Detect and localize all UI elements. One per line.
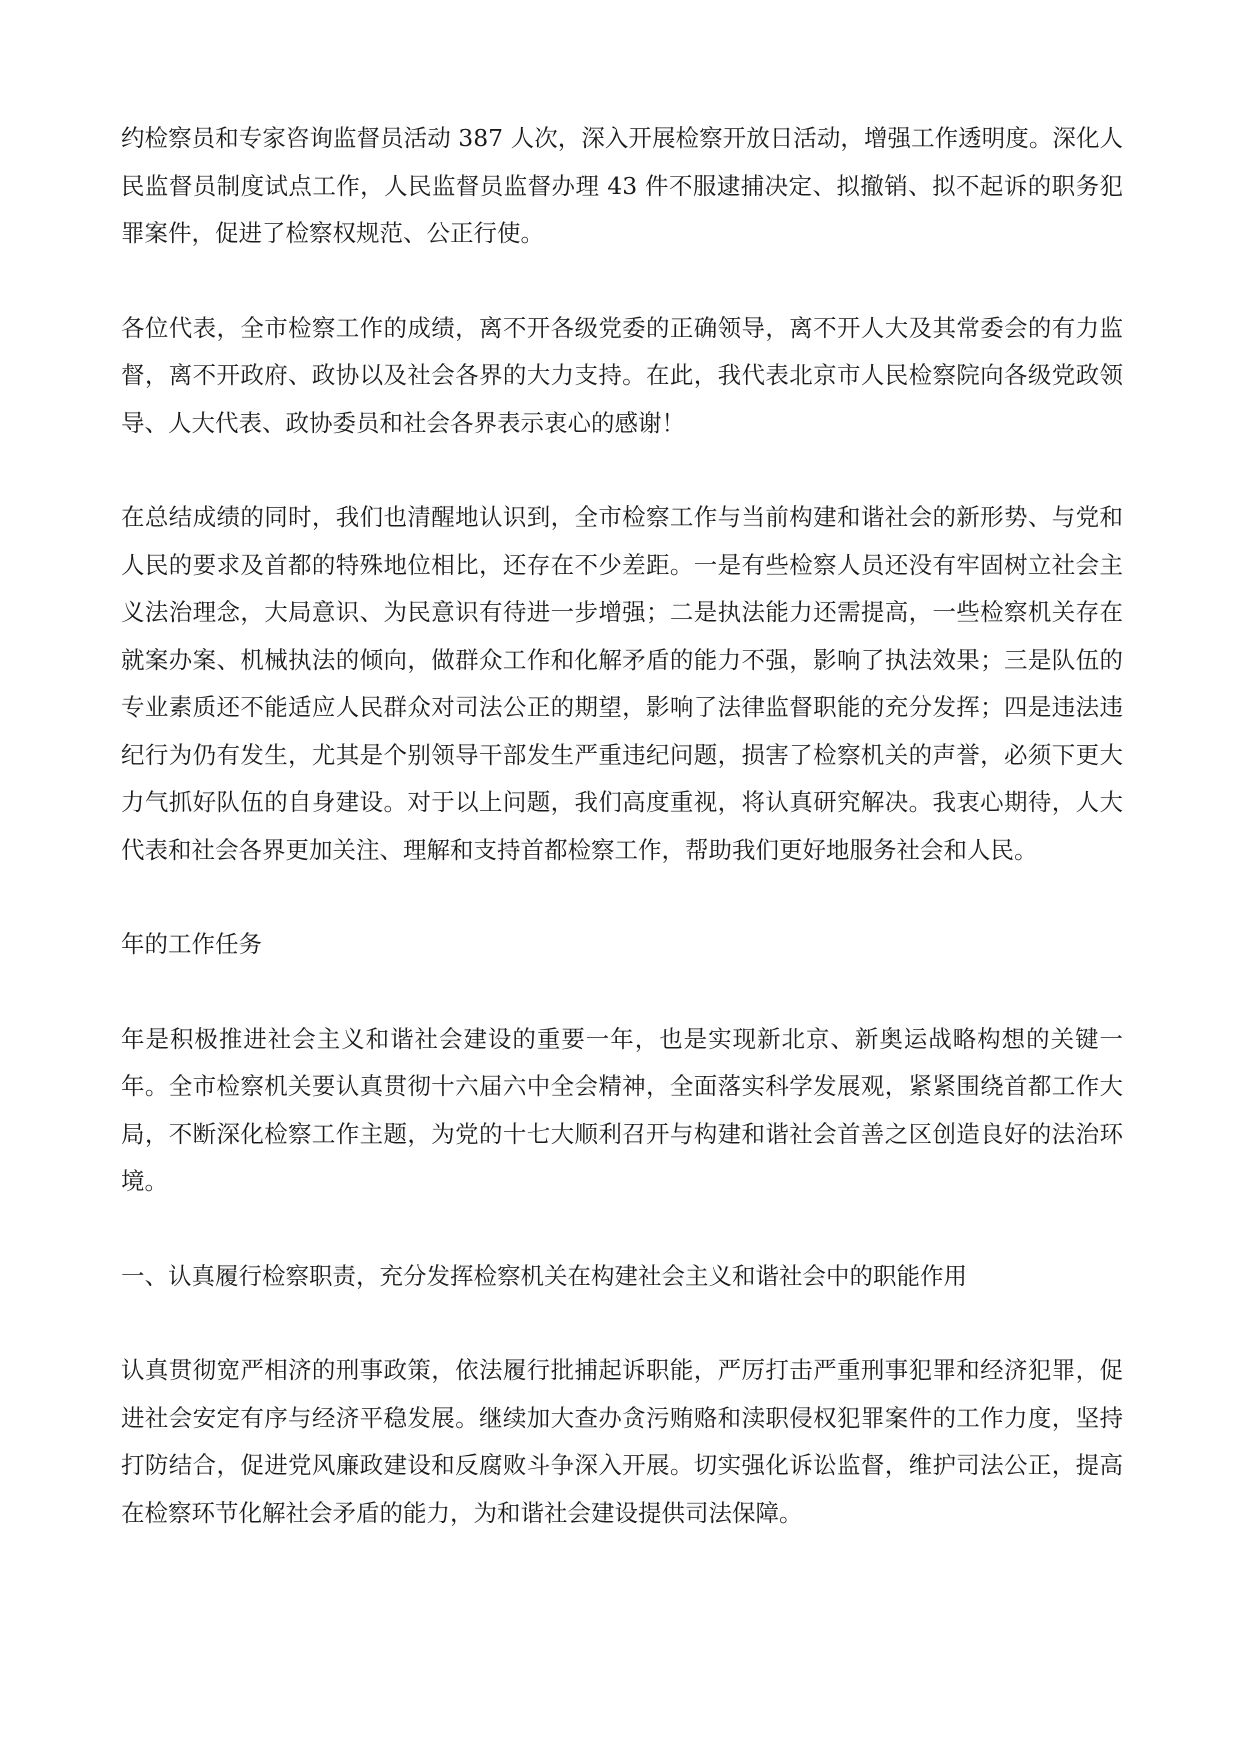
- paragraph-acknowledgements: 各位代表，全市检察工作的成绩，离不开各级党委的正确领导，离不开人大及其常委会的有力监督，离不开政府、政协以及社会各界的大力支持。在此，我代表北京市人民检察院向各级党政领导、人大代表、政协委员和社会各界表示衷心的感谢！: [121, 313, 1123, 437]
- document-body: [121, 115, 1123, 1537]
- paragraph-shortcomings: 在总结成绩的同时，我们也清醒地认识到，全市检察工作与当前构建和谐社会的新形势、与党和人民的要求及首都的特殊地位相比，还存在不少差距。一是有些检察人员还没有牢固树立社会主义法治理念，大局意识、为民意识有待进一步增强；二是执法能力还需提高，一些检察机关存在就案办案、机械执法的倾向，做群众工作和化解矛盾的能力不强，影响了执法效果；三是队伍的专业素质还不能适应人民群众对司法公正的期望，影响了法律监督职能的充分发挥；四是违法违纪行为仍有发生，尤其是个别领导干部发生严重违纪问题，损害了检察机关的声誉，必须下更大力气抓好队伍的自身建设。对于以上问题，我们高度重视，将认真研究解决。我衷心期待，人大代表和社会各界更加关注、理解和支持首都检察工作，帮助我们更好地服务社会和人民。: [121, 503, 1123, 864]
- subsection-heading-duties: 一、认真履行检察职责，充分发挥检察机关在构建社会主义和谐社会中的职能作用: [121, 1261, 967, 1290]
- paragraph-criminal-policy: 认真贯彻宽严相济的刑事政策，依法履行批捕起诉职能，严厉打击严重刑事犯罪和经济犯罪，促进社会安定有序与经济平稳发展。继续加大查办贪污贿赂和渎职侵权犯罪案件的工作力度，坚持打防结合，促进党风廉政建设和反腐败斗争深入开展。切实强化诉讼监督，维护司法公正，提高在检察环节化解社会矛盾的能力，为和谐社会建设提供司法保障。: [121, 1356, 1123, 1527]
- section-heading-annual-tasks: 年的工作任务: [121, 930, 262, 958]
- paragraph-citizen-supervision: 约检察员和专家咨询监督员活动 387 人次，深入开展检察开放日活动，增强工作透明度。深化人民监督员制度试点工作，人民监督员监督办理 43 件不服逮捕决定、拟撤销、拟不起诉的职务犯罪案件，促进了检察权规范、公正行使。: [121, 124, 1123, 247]
- paragraph-annual-goals: 年是积极推进社会主义和谐社会建设的重要一年，也是实现新北京、新奥运战略构想的关键一年。全市检察机关要认真贯彻十六届六中全会精神，全面落实科学发展观，紧紧围绕首都工作大局，不断深化检察工作主题，为党的十七大顺利召开与构建和谐社会首善之区创造良好的法治环境。: [121, 1024, 1123, 1195]
